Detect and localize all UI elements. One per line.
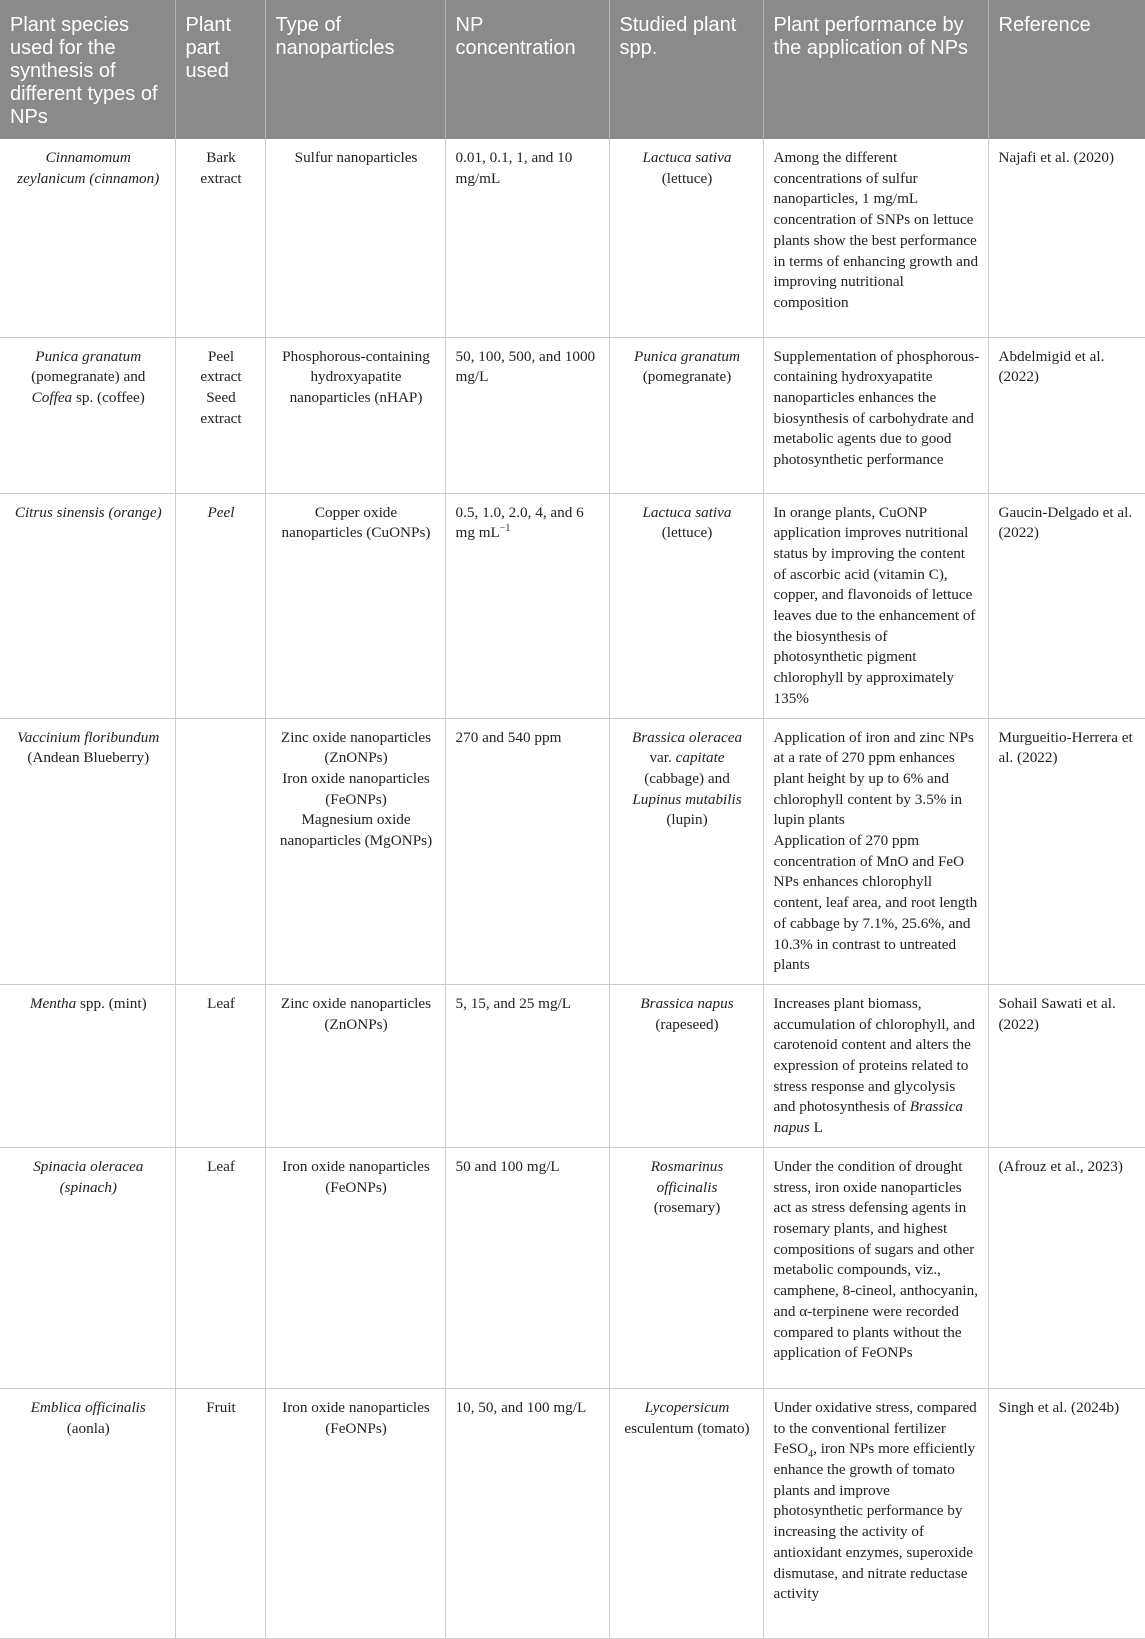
performance-item: Application of 270 ppm concentration of MnO and FeO NPs enhances chlorophyll content, leaf area, and root length of cabbage by 7.1%, 25.6%, and 10.3% in contrast to untreated plants — [773, 832, 978, 974]
studied-common-name: (cabbage) and — [644, 769, 730, 787]
studied-common-name: (lettuce) — [661, 524, 713, 542]
studied-scientific-name: Brassica oleracea — [631, 728, 743, 746]
cell-concentration: 5, 15, and 25 mg/L — [445, 984, 609, 1147]
cell-np-type: Copper oxide nanoparticles (CuONPs) — [265, 493, 445, 718]
cell-concentration: 50, 100, 500, and 1000 mg/L — [445, 337, 609, 493]
cell-np-type: Sulfur nanoparticles — [265, 139, 445, 337]
studied-common-name-2: (lupin) — [666, 811, 708, 829]
cell-species — [0, 337, 175, 493]
cell-part: Leaf — [175, 984, 265, 1147]
header-plant-part: Plant part used — [175, 0, 265, 139]
species-scientific-name-2: Coffea — [31, 388, 73, 406]
cell-np-type: Phosphorous-containing hydroxyapatite nanoparticles (nHAP) — [265, 337, 445, 493]
cell-part — [175, 337, 265, 493]
studied-variety-name: capitate — [675, 749, 725, 767]
studied-scientific-name: Lactuca sativa — [642, 503, 732, 521]
cell-reference: Gaucin-Delgado et al. (2022) — [988, 493, 1145, 718]
cell-reference: Sohail Sawati et al. (2022) — [988, 984, 1145, 1147]
cell-performance — [763, 984, 988, 1147]
cell-part: Bark extract — [175, 139, 265, 337]
cell-species — [0, 718, 175, 984]
studied-scientific-name: Punica granatum — [634, 347, 740, 365]
np-type-item: Magnesium oxide nanoparticles (MgONPs) — [279, 811, 433, 850]
performance-item: Application of iron and zinc NPs at a rate of 270 ppm enhances plant height by up to 6% and chlorophyll content by 3.5% in lupin plants — [773, 728, 974, 829]
species-common-name-2: sp. (coffee) — [75, 388, 145, 406]
studied-common-name: esculentum (tomato) — [624, 1419, 750, 1437]
cell-np-type: Iron oxide nanoparticles (FeONPs) — [265, 1388, 445, 1638]
cell-part: Peel — [175, 493, 265, 718]
table-row — [0, 1388, 1145, 1638]
species-scientific-name: Punica granatum — [35, 347, 142, 365]
studied-variety-label: var. — [649, 749, 672, 767]
header-plant-performance: Plant performance by the application of NPs — [763, 0, 988, 139]
header-np-concentration: NP concentration — [445, 0, 609, 139]
cell-concentration: 50 and 100 mg/L — [445, 1147, 609, 1388]
cell-reference: Singh et al. (2024b) — [988, 1388, 1145, 1638]
cell-np-type: Zinc oxide nanoparticles (ZnONPs) — [265, 984, 445, 1147]
concentration-exponent: −1 — [499, 523, 511, 535]
cell-species — [0, 984, 175, 1147]
cell-studied-plant — [609, 139, 763, 337]
studied-scientific-name: Lycopersicum — [644, 1398, 730, 1416]
part-item: Peel extract — [200, 347, 242, 386]
cell-performance: Under the condition of drought stress, iron oxide nanoparticles act as stress defensing agents in rosemary plants, and highest compositions of sugars and other metabolic compounds, viz., camphene, 8-cineol, anthocyanin, and α-terpinene were recorded compared to plants without the application of FeONPs — [763, 1147, 988, 1388]
cell-part: Leaf — [175, 1147, 265, 1388]
cell-species: Citrus sinensis (orange) — [0, 493, 175, 718]
table-row — [0, 984, 1145, 1147]
performance-species-name: Brassica napus — [773, 1098, 963, 1137]
cell-performance — [763, 1388, 988, 1638]
header-reference: Reference — [988, 0, 1145, 139]
studied-common-name: (pomegranate) — [642, 368, 732, 386]
header-plant-species: Plant species used for the synthesis of different types of NPs — [0, 0, 175, 139]
cell-studied-plant — [609, 1388, 763, 1638]
studied-common-name: (lettuce) — [661, 169, 713, 187]
cell-reference: (Afrouz et al., 2023) — [988, 1147, 1145, 1388]
header-np-type: Type of nanoparticles — [265, 0, 445, 139]
cell-performance: Supplementation of phosphorous-containing hydroxyapatite nanoparticles enhances the biosynthesis of carbohydrate and metabolic agents due to good photosynthetic performance — [763, 337, 988, 493]
cell-concentration: 270 and 540 ppm — [445, 718, 609, 984]
studied-scientific-name: Brassica napus — [640, 994, 734, 1012]
cell-species: Spinacia oleracea (spinach) — [0, 1147, 175, 1388]
cell-concentration: 0.01, 0.1, 1, and 10 mg/mL — [445, 139, 609, 337]
cell-species — [0, 1388, 175, 1638]
studied-common-name: (rosemary) — [653, 1199, 721, 1217]
performance-text: Increases plant biomass, accumulation of chlorophyll, and carotenoid content and alters the expression of proteins related to stress response and glycolysis and photosynthesis of — [773, 994, 976, 1116]
cell-np-type: Iron oxide nanoparticles (FeONPs) — [265, 1147, 445, 1388]
np-type-item: Zinc oxide nanoparticles (ZnONPs) — [280, 728, 432, 767]
cell-concentration: 10, 50, and 100 mg/L — [445, 1388, 609, 1638]
species-scientific-name: Mentha — [29, 994, 77, 1012]
header-row — [0, 0, 1145, 139]
cell-species: Cinnamomum zeylanicum (cinnamon) — [0, 139, 175, 337]
table-row — [0, 493, 1145, 718]
species-common-name: spp. (mint) — [80, 994, 147, 1012]
cell-reference: Murgueitio-Herrera et al. (2022) — [988, 718, 1145, 984]
cell-concentration — [445, 493, 609, 718]
cell-reference: Najafi et al. (2020) — [988, 139, 1145, 337]
performance-subscript: 4 — [808, 1449, 814, 1461]
cell-part: Fruit — [175, 1388, 265, 1638]
cell-performance — [763, 718, 988, 984]
cell-np-type — [265, 718, 445, 984]
part-item: Seed extract — [200, 388, 242, 427]
species-common-name: (pomegranate) and — [31, 368, 146, 386]
species-common-name: (Andean Blueberry) — [27, 749, 150, 767]
cell-performance: In orange plants, CuONP application improves nutritional status by improving the content of ascorbic acid (vitamin C), copper, and flavonoids of lettuce leaves due to the enhancement of the biosynthesis of photosynthetic pigment chlorophyll by approximately 135% — [763, 493, 988, 718]
species-scientific-name: Emblica officinalis — [30, 1398, 146, 1416]
table-row — [0, 1147, 1145, 1388]
cell-studied-plant — [609, 718, 763, 984]
cell-studied-plant — [609, 337, 763, 493]
header-studied-plant: Studied plant spp. — [609, 0, 763, 139]
species-scientific-name: Vaccinium floribundum — [17, 728, 160, 746]
table-row — [0, 337, 1145, 493]
concentration-value: 0.5, 1.0, 2.0, 4, and 6 mg mL — [455, 503, 584, 542]
studied-scientific-name: Rosmarinus officinalis — [650, 1157, 724, 1196]
studied-scientific-name-2: Lupinus mutabilis — [632, 790, 742, 808]
performance-text-end: , iron NPs more efficiently enhance the growth of tomato plants and improve photosynthetic performance by increasing the activity of antioxidant enzymes, superoxide dismutase, and nitrate reductase activity — [773, 1440, 976, 1603]
cell-studied-plant — [609, 493, 763, 718]
cell-studied-plant — [609, 984, 763, 1147]
cell-performance: Among the different concentrations of sulfur nanoparticles, 1 mg/mL concentration of SNPs on lettuce plants show the best performance in terms of enhancing growth and improving nutritional composition — [763, 139, 988, 337]
np-type-item: Iron oxide nanoparticles (FeONPs) — [282, 769, 430, 808]
table-row — [0, 718, 1145, 984]
cell-reference: Abdelmigid et al. (2022) — [988, 337, 1145, 493]
performance-text-end: L — [813, 1119, 823, 1137]
studied-common-name: (rapeseed) — [655, 1015, 719, 1033]
table-row — [0, 139, 1145, 337]
cell-part — [175, 718, 265, 984]
performance-text: Under oxidative stress, compared to the conventional fertilizer FeSO — [773, 1398, 977, 1458]
studied-scientific-name: Lactuca sativa — [642, 149, 732, 166]
cell-studied-plant — [609, 1147, 763, 1388]
species-common-name: (aonla) — [66, 1419, 110, 1437]
